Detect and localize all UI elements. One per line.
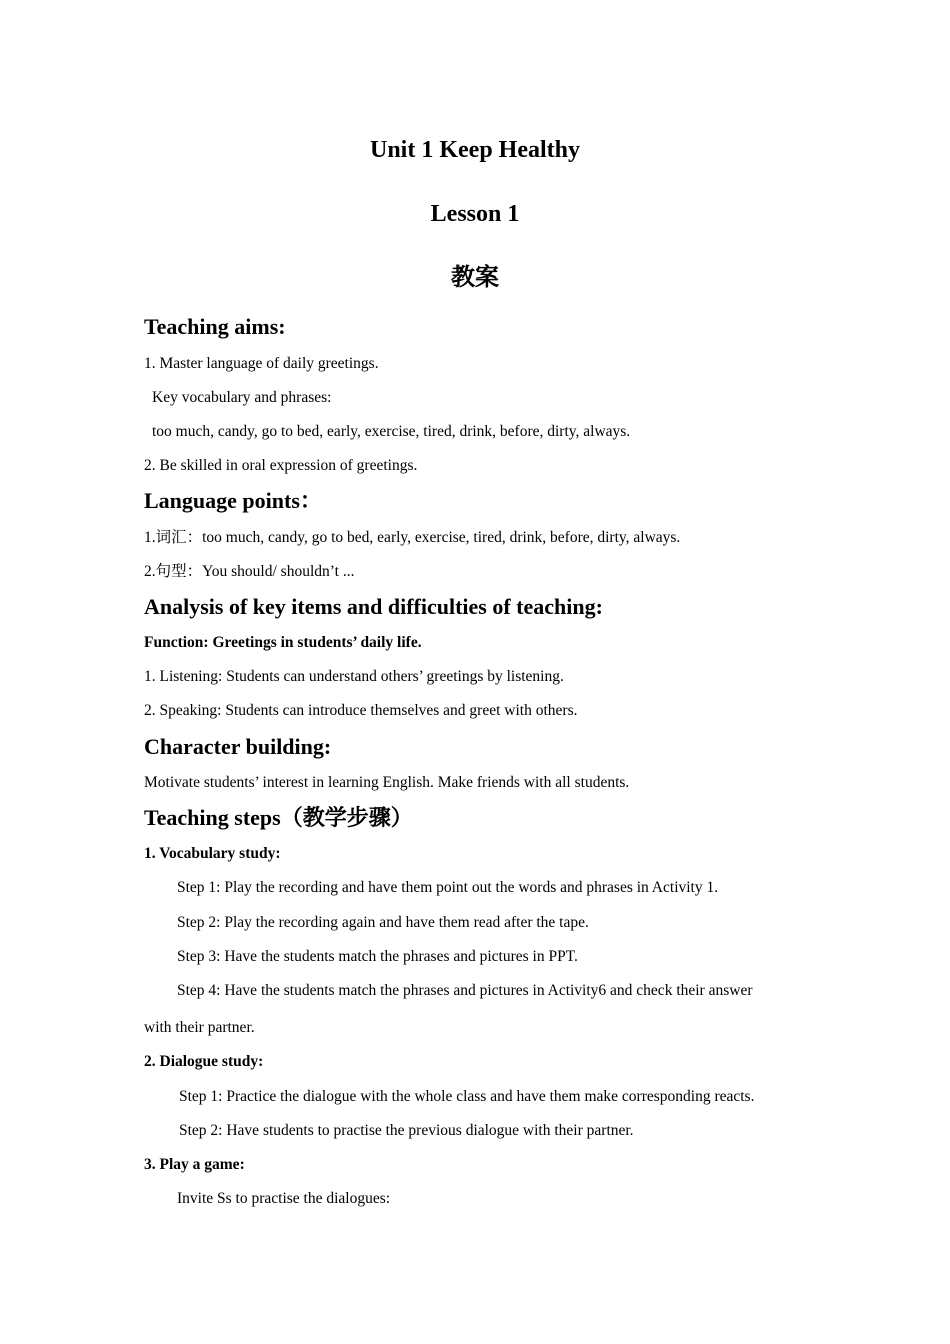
language-point-2: 2.句型：You should/ shouldn’t ... — [144, 563, 355, 580]
character-text: Motivate students’ interest in learning English. Make friends with all students. — [144, 774, 630, 791]
game-title: 3. Play a game: — [144, 1156, 245, 1173]
vocab-study-title: 1. Vocabulary study: — [144, 845, 281, 862]
aim-item-1: 1. Master language of daily greetings. — [144, 355, 379, 372]
teaching-steps-heading: Teaching steps（教学步骤） — [144, 805, 413, 830]
dialogue-study-title: 2. Dialogue study: — [144, 1053, 264, 1070]
language-points-heading: Language points： — [144, 488, 322, 513]
vocab-list: too much, candy, go to bed, early, exercise, tired, drink, before, dirty, always. — [152, 423, 631, 440]
vocab-step-4-line-2: with their partner. — [144, 1019, 255, 1036]
unit-title: Unit 1 Keep Healthy — [370, 137, 580, 163]
analysis-function: Function: Greetings in students’ daily life. — [144, 634, 422, 651]
character-heading: Character building: — [144, 734, 332, 759]
dialogue-step-1: Step 1: Practice the dialogue with the whole class and have them make corresponding reacts. — [179, 1088, 755, 1105]
analysis-item-2: 2. Speaking: Students can introduce themselves and greet with others. — [144, 702, 578, 719]
game-text: Invite Ss to practise the dialogues: — [177, 1190, 391, 1207]
aim-item-2: 2. Be skilled in oral expression of greetings. — [144, 457, 418, 474]
vocab-step-3: Step 3: Have the students match the phrases and pictures in PPT. — [177, 948, 578, 965]
lesson-title: Lesson 1 — [430, 201, 520, 227]
analysis-heading: Analysis of key items and difficulties of teaching: — [144, 594, 603, 619]
dialogue-step-2: Step 2: Have students to practise the previous dialogue with their partner. — [179, 1122, 634, 1139]
vocab-step-2: Step 2: Play the recording again and have them read after the tape. — [177, 914, 589, 931]
analysis-item-1: 1. Listening: Students can understand others’ greetings by listening. — [144, 668, 564, 685]
vocab-label: Key vocabulary and phrases: — [152, 389, 332, 406]
doc-type-title: 教案 — [451, 265, 499, 291]
vocab-step-1: Step 1: Play the recording and have them point out the words and phrases in Activity 1. — [177, 879, 719, 896]
teaching-aims-heading: Teaching aims: — [144, 314, 286, 339]
language-point-1: 1.词汇：too much, candy, go to bed, early, exercise, tired, drink, before, dirty, always. — [144, 529, 681, 546]
vocab-step-4-line-1: Step 4: Have the students match the phrases and pictures in Activity6 and check their answer — [177, 982, 753, 999]
